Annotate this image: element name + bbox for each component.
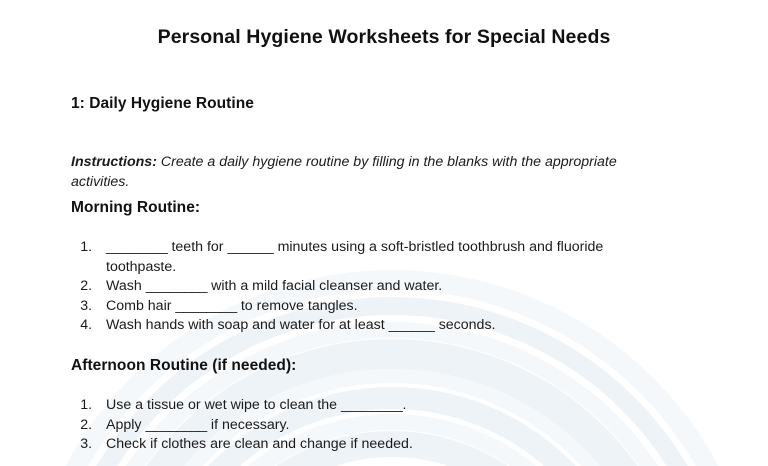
item-text-pre: Apply [106, 416, 146, 433]
item-text-post: to remove tangles. [236, 297, 358, 314]
list-item [96, 238, 676, 277]
list-item [96, 416, 676, 436]
fill-in-blank: ________ [145, 416, 207, 433]
fill-in-blank: ______ [227, 239, 274, 255]
instructions-paragraph [71, 152, 645, 192]
list-item [96, 435, 676, 455]
fill-in-blank: ________ [145, 278, 208, 295]
item-text-pre: Wash hands with soap and water for at least [106, 317, 389, 334]
list-item [96, 316, 676, 336]
item-text-post: minutes using a soft-bristled toothbrush and fluoride toothpaste. [106, 239, 604, 275]
item-text-pre: Use a tissue or wet wipe to clean the [106, 397, 342, 413]
item-text-pre: Wash [106, 278, 146, 295]
fill-in-blank: ________ [341, 397, 403, 413]
fill-in-blank: ________ [106, 239, 168, 255]
fill-in-blank: ______ [388, 317, 435, 334]
list-item [96, 297, 676, 317]
instructions-text: Create a daily hygiene routine by filling in the blanks with the appropriate activities. [71, 154, 617, 191]
item-text-pre: Check if clothes are clean and change if needed. [106, 436, 413, 453]
item-text-post: . [402, 397, 407, 413]
afternoon-routine-heading: Afternoon Routine (if needed): [71, 357, 297, 374]
item-text-post: seconds. [434, 317, 496, 334]
morning-routine-list [56, 238, 676, 336]
list-item [96, 396, 676, 416]
morning-routine-heading: Morning Routine: [71, 199, 201, 216]
list-item [96, 277, 676, 297]
worksheet-section-heading: 1: Daily Hygiene Routine [71, 95, 254, 112]
instructions-label: Instructions: [71, 154, 157, 171]
page-title: Personal Hygiene Worksheets for Special Needs [157, 26, 611, 48]
item-text-post: if necessary. [206, 416, 290, 433]
fill-in-blank: ________ [175, 297, 237, 314]
item-text-mid: teeth for [167, 239, 228, 255]
afternoon-routine-list [56, 396, 676, 455]
item-text-pre: Comb hair [106, 297, 176, 314]
item-text-post: with a mild facial cleanser and water. [207, 278, 443, 295]
